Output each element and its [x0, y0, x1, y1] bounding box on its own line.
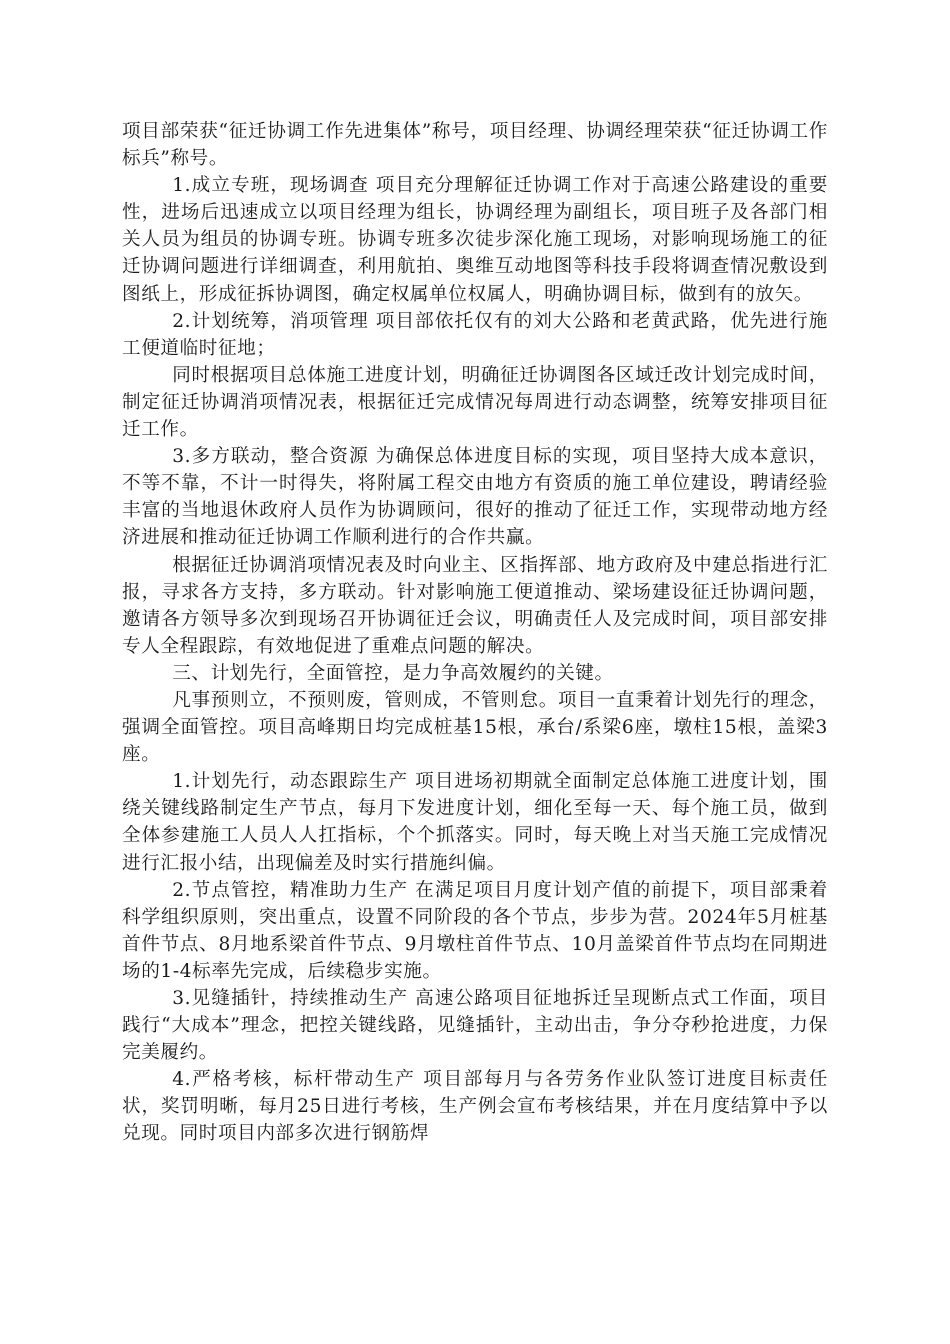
paragraph-6: 根据征迁协调消项情况表及时向业主、区指挥部、地方政府及中建总指进行汇报，寻求各方支持，多方联动。针对影响施工便道推动、梁场建设征迁协调问题，邀请各方领导多次到现场召开协调征迁会议，明确责任人及完成时间，项目部安排专人全程跟踪，有效地促进了重难点问题的解决。 [122, 554, 828, 657]
paragraph-4: 同时根据项目总体施工进度计划，明确征迁协调图各区域迁改计划完成时间，制定征迁协调消项情况表，根据征迁完成情况每周进行动态调整，统筹安排项目征迁工作。 [122, 364, 828, 441]
paragraph-9: 1.计划先行，动态跟踪生产 项目进场初期就全面制定总体施工进度计划，围绕关键线路制定生产节点，每月下发进度计划，细化至每一天、每个施工员，做到全体参建施工人员人人扛指标，个个抓落实。同时，每天晚上对当天施工完成情况进行汇报小结，出现偏差及时实行措施纠偏。 [122, 771, 828, 874]
section-heading-3: 三、计划先行，全面管控，是力争高效履约的关键。 [172, 662, 614, 684]
paragraph-8: 凡事预则立，不预则废，管则成，不管则怠。项目一直秉着计划先行的理念，强调全面管控。项目高峰期日均完成桩基15根，承台/系梁6座，墩柱15根，盖梁3座。 [122, 689, 828, 766]
paragraph-11: 3.见缝插针，持续推动生产 高速公路项目征地拆迁呈现断点式工作面，项目践行“大成本”理念，把控关键线路，见缝插针，主动出击，争分夺秒抢进度，力保完美履约。 [122, 988, 828, 1064]
paragraph-2: 1.成立专班，现场调查 项目充分理解征迁协调工作对于高速公路建设的重要性，进场后迅速成立以项目经理为组长，协调经理为副组长，项目班子及各部门相关人员为组员的协调专班。协调专班多次徒步深化施工现场，对影响现场施工的征迁协调问题进行详细调查，利用航拍、奥维互动地图等科技手段将调查情况敷设到图纸上，形成征拆协调图，确定权属单位权属人，明确协调目标，做到有的放矢。 [122, 175, 828, 305]
paragraph-3: 2.计划统筹，消项管理 项目部依托仅有的刘大公路和老黄武路，优先进行施工便道临时征地； [122, 310, 828, 359]
paragraph-1: 项目部荣获“征迁协调工作先进集体”称号，项目经理、协调经理荣获“征迁协调工作标兵”称号。 [122, 121, 828, 170]
paragraph-5: 3.多方联动，整合资源 为确保总体进度目标的实现，项目坚持大成本意识，不等不靠，不计一时得失，将附属工程交由地方有资质的施工单位建设，聘请经验丰富的当地退休政府人员作为协调顾问，很好的推动了征迁工作，实现带动地方经济进展和推动征迁协调工作顺利进行的合作共赢。 [122, 446, 828, 549]
document-body [122, 118, 828, 1148]
paragraph-10: 2.节点管控，精准助力生产 在满足项目月度计划产值的前提下，项目部秉着科学组织原则，突出重点，设置不同阶段的各个节点，步步为营。2024年5月桩基首件节点、8月地系梁首件节点、9月墩柱首件节点、10月盖梁首件节点均在同期进场的1-4标率先完成，后续稳步实施。 [122, 879, 828, 982]
paragraph-12: 4.严格考核，标杆带动生产 项目部每月与各劳务作业队签订进度目标责任状，奖罚明晰，每月25日进行考核，生产例会宣布考核结果，并在月度结算中予以兑现。同时项目内部多次进行钢筋焊 [122, 1069, 828, 1145]
